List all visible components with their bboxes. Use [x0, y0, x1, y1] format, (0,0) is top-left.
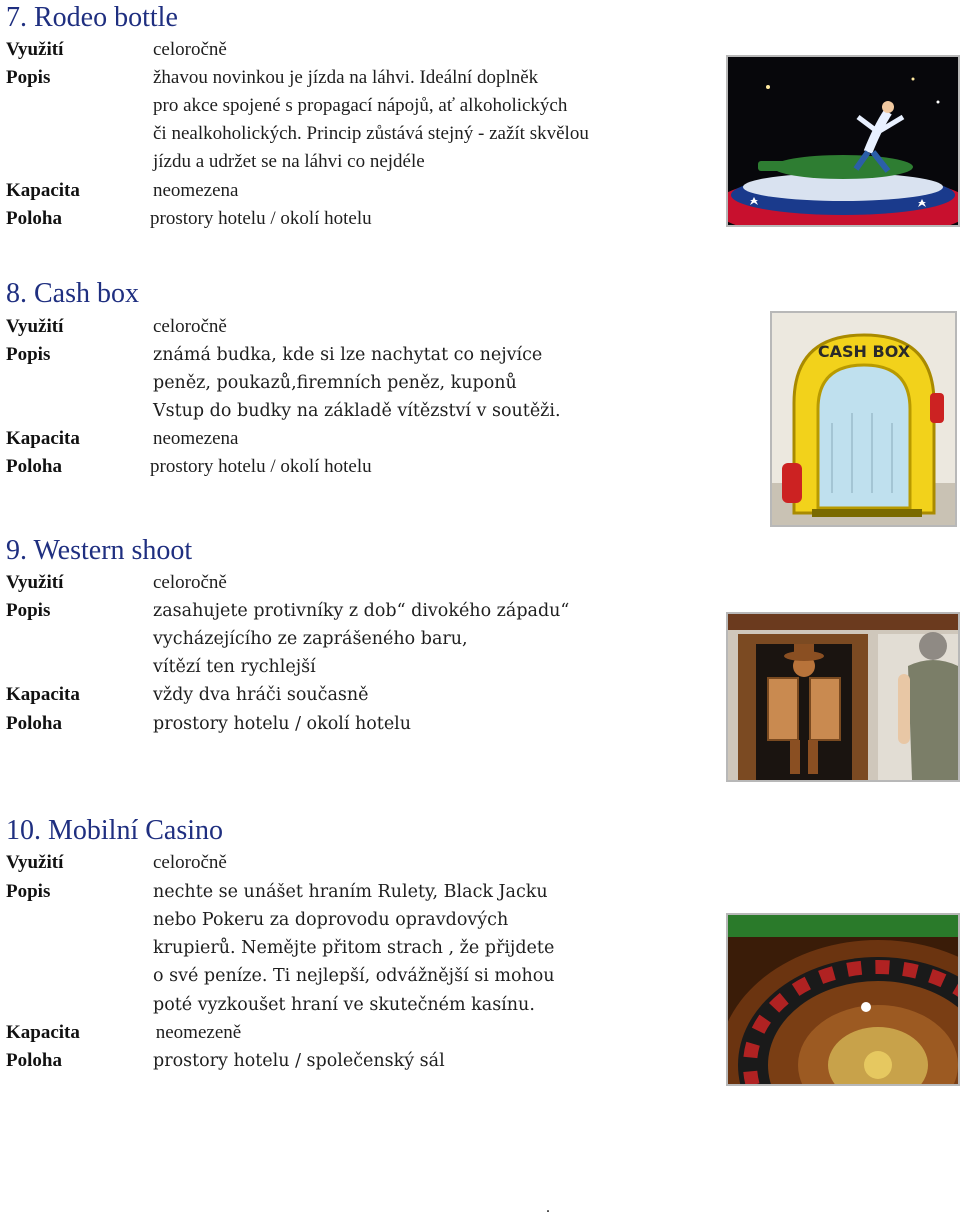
label-popis: Popis — [6, 67, 51, 88]
popis-line: nebo Pokeru za doprovodu opravdových — [153, 910, 509, 930]
label-vyuziti: Využití — [6, 316, 64, 337]
popis-line: nechte se unášet hraním Rulety, Black Jacku — [153, 882, 548, 902]
popis-line: zasahujete protivníky z dob“ divokého západu“ — [153, 601, 570, 621]
value-vyuziti: celoročně — [153, 39, 227, 60]
label-popis: Popis — [6, 600, 51, 621]
label-poloha: Poloha — [6, 208, 62, 229]
footer-mark: . — [546, 1199, 550, 1216]
label-poloha: Poloha — [6, 713, 62, 734]
western-shoot-illustration — [728, 614, 958, 780]
rodeo-bottle-photo — [726, 55, 960, 227]
popis-line: jízdu a udržet se na láhvi co nejdéle — [153, 151, 425, 172]
popis-line: či nealkoholických. Princip zůstává stejný - zažít skvělou — [153, 123, 589, 144]
label-vyuziti: Využití — [6, 572, 64, 593]
value-kapacita: neomezena — [153, 428, 239, 449]
label-popis: Popis — [6, 881, 51, 902]
label-popis: Popis — [6, 344, 51, 365]
label-kapacita: Kapacita — [6, 684, 80, 705]
cash-box-illustration — [772, 313, 955, 525]
popis-line: krupierů. Nemějte přitom strach , že přijdete — [153, 938, 555, 958]
western-shoot-photo — [726, 612, 960, 782]
section-title-rodeo-bottle: 7. Rodeo bottle — [6, 2, 178, 33]
popis-line: peněz, poukazů,firemních peněz, kuponů — [153, 373, 517, 393]
value-poloha: prostory hotelu / okolí hotelu — [150, 208, 372, 229]
section-title-cash-box: 8. Cash box — [6, 278, 139, 309]
value-vyuziti: celoročně — [153, 852, 227, 873]
popis-line: známá budka, kde si lze nachytat co nejvíce — [153, 345, 543, 365]
popis-line: žhavou novinkou je jízda na láhvi. Ideální doplněk — [153, 67, 539, 88]
section-title-western-shoot: 9. Western shoot — [6, 535, 193, 566]
value-kapacita: neomezena — [153, 180, 239, 201]
value-vyuziti: celoročně — [153, 316, 227, 337]
value-vyuziti: celoročně — [153, 572, 227, 593]
popis-line: vycházejícího ze zaprášeného baru, — [153, 629, 468, 649]
casino-roulette-photo — [726, 913, 960, 1086]
label-kapacita: Kapacita — [6, 1022, 80, 1043]
label-poloha: Poloha — [6, 1050, 62, 1071]
cash-box-photo — [770, 311, 957, 527]
value-kapacita: neomezeně — [151, 1022, 242, 1043]
value-kapacita: vždy dva hráči současně — [153, 685, 369, 705]
label-kapacita: Kapacita — [6, 180, 80, 201]
label-vyuziti: Využití — [6, 39, 64, 60]
popis-line: pro akce spojené s propagací nápojů, ať alkoholických — [153, 95, 568, 116]
section-title-mobilni-casino: 10. Mobilní Casino — [6, 815, 224, 846]
rodeo-bottle-illustration — [728, 57, 958, 225]
cash-box-sign-text: CASH BOX — [817, 342, 911, 361]
roulette-illustration — [728, 915, 958, 1084]
popis-line: Vstup do budky na základě vítězství v soutěži. — [153, 401, 561, 421]
value-poloha: prostory hotelu / společenský sál — [153, 1051, 445, 1071]
value-poloha: prostory hotelu / okolí hotelu — [153, 714, 412, 734]
popis-line: vítězí ten rychlejší — [153, 657, 316, 677]
label-kapacita: Kapacita — [6, 428, 80, 449]
label-vyuziti: Využití — [6, 852, 64, 873]
label-poloha: Poloha — [6, 456, 62, 477]
popis-line: o své peníze. Ti nejlepší, odvážnější si mohou — [153, 966, 555, 986]
popis-line: poté vyzkoušet hraní ve skutečném kasínu. — [153, 995, 535, 1015]
value-poloha: prostory hotelu / okolí hotelu — [150, 456, 372, 477]
